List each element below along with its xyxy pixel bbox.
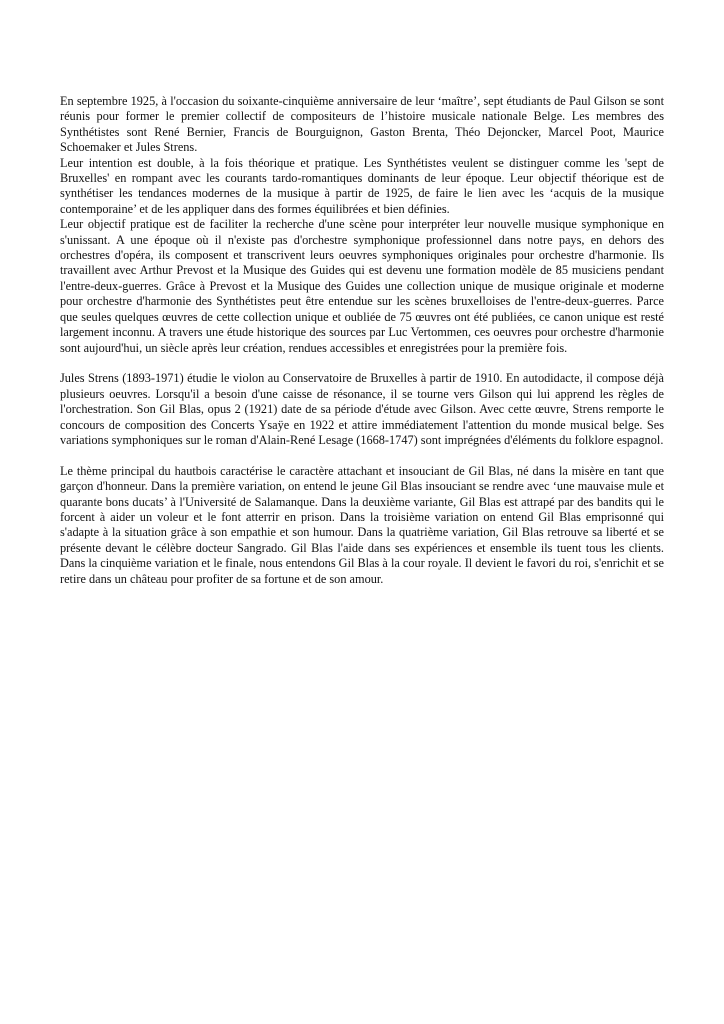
paragraph-synthetistes-founding: En septembre 1925, à l'occasion du soixante-cinquième anniversaire de leur ‘maître’, sept étudiants de Paul Gilson se sont réunis pour former le premier collectif de compositeurs de l’histoire musicale nationale Belge. Les membres des Synthétistes sont René Bernier, Francis de Bourguignon, Gaston Brenta, Théo Dejoncker, Marcel Poot, Maurice Schoemaker et Jules Strens. <box>60 94 664 155</box>
paragraph-theoretical-intention: Leur intention est double, à la fois théorique et pratique. Les Synthétistes veulent se distinguer comme les 'sept de Bruxelles' en rompant avec les courants tardo-romantiques dominants de leur époque. Leur objectif théorique est de synthétiser les tendances modernes de la musique à partir de 1925, de faire le lien avec les ‘acquis de la musique contemporaine’ et de les appliquer dans des formes équilibrées et bien définies. <box>60 155 664 216</box>
paragraph-jules-strens: Jules Strens (1893-1971) étudie le violon au Conservatoire de Bruxelles à partir de 1910. En autodidacte, il compose déjà plusieurs oeuvres. Lorsqu'il a besoin d'une caisse de résonance, il se tourne vers Gilson qui lui apprend les règles de l'orchestration. Son Gil Blas, opus 2 (1921) date de sa période d'étude avec Gilson. Avec cette œuvre, Strens remporte le concours de composition des Concerts Ysaÿe en 1922 et attire immédiatement l'attention du monde musical belge. Ses variations symphoniques sur le roman d'Alain-René Lesage (1668-1747) sont imprégnées d'éléments du folklore espagnol. <box>60 371 664 447</box>
paragraph-spacer <box>60 448 664 463</box>
paragraph-gil-blas-variations: Le thème principal du hautbois caractérise le caractère attachant et insouciant de Gil Blas, né dans la misère en tant que garçon d'honneur. Dans la première variation, on entend le jeune Gil Blas insouciant se rendre avec ‘une mauvaise mule et quarante bons ducats’ à l'Université de Salamanque. Dans la deuxième variante, Gil Blas est attrapé par des bandits qui le forcent à aider un voleur et le font atterrir en prison. Dans la troisième variation on entend Gil Blas emprisonné qui s'adapte à la situation grâce à son empathie et son humour. Dans la quatrième variation, Gil Blas retrouve sa liberté et se présente devant le célèbre docteur Sangrado. Gil Blas l'aide dans ses expériences et ensemble ils tuent tous les clients. Dans la cinquième variation et le finale, nous entendons Gil Blas à la cour royale. Il devient le favori du roi, s'enrichit et se retire dans un château pour profiter de sa fortune et de son amour. <box>60 463 664 586</box>
paragraph-spacer <box>60 356 664 371</box>
paragraph-practical-objective: Leur objectif pratique est de faciliter la recherche d'une scène pour interpréter leur nouvelle musique symphonique en s'unissant. A une époque où il n'existe pas d'orchestre symphonique professionnel dans notre pays, en dehors des orchestres d'opéra, ils composent et transcrivent leurs oeuvres symphoniques originales pour orchestre d'harmonie. Ils travaillent avec Arthur Prevost et la Musique des Guides qui est devenu une formation modèle de 85 musiciens pendant l'entre-deux-guerres. Grâce à Prevost et la Musique des Guides une collection unique de musique originale et moderne pour orchestre d'harmonie des Synthétistes peut être entendue sur les scènes bruxelloises de l'entre-deux-guerres. Parce que seules quelques œuvres de cette collection unique et oubliée de 75 œuvres ont été publiées, ce canon unique est resté largement inconnu. A travers une étude historique des sources par Luc Vertommen, ces oeuvres pour orchestre d'harmonie sont aujourd'hui, un siècle après leur création, rendues accessibles et enregistrées pour la première fois. <box>60 217 664 355</box>
document-body <box>60 94 664 587</box>
